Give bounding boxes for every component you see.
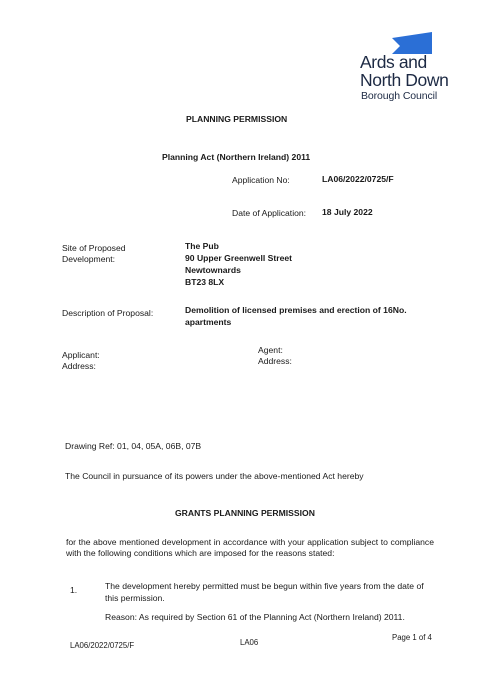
- applicant-address-label: Address:: [62, 361, 96, 371]
- flag-logo-icon: [392, 32, 432, 54]
- act-heading: Planning Act (Northern Ireland) 2011: [162, 152, 311, 162]
- drawing-ref: Drawing Ref: 01, 04, 05A, 06B, 07B: [65, 441, 202, 451]
- footer-center-code: LA06: [240, 638, 259, 647]
- date-value: 18 July 2022: [322, 207, 373, 217]
- description-line: apartments: [185, 317, 232, 327]
- site-address-line: 90 Upper Greenwell Street: [185, 253, 292, 263]
- logo-text-line2: North Down: [360, 70, 449, 90]
- description-label: Description of Proposal:: [62, 308, 154, 318]
- applicant-label: Applicant:: [62, 350, 100, 360]
- application-no-label: Application No:: [232, 175, 290, 185]
- site-address-line: Newtownards: [185, 265, 241, 275]
- site-label-line2: Development:: [62, 254, 116, 264]
- footer-page-number: Page 1 of 4: [392, 633, 432, 642]
- date-label: Date of Application:: [232, 208, 307, 218]
- accordance-paragraph: for the above mentioned development in accordance with your application subject to compliance with the following conditions which are imposed for the reasons stated:: [66, 537, 434, 558]
- condition-number: 1.: [70, 585, 78, 595]
- document-title: PLANNING PERMISSION: [186, 114, 288, 124]
- footer-reference: LA06/2022/0725/F: [70, 641, 135, 650]
- condition-text-line1: The development hereby permitted must be begun within five years from the date of: [105, 581, 424, 591]
- site-label-line1: Site of Proposed: [62, 243, 126, 253]
- logo-text-line3: Borough Council: [361, 90, 438, 102]
- site-address-line: BT23 8LX: [185, 277, 225, 287]
- agent-label: Agent:: [258, 345, 283, 355]
- condition-reason: Reason: As required by Section 61 of the Planning Act (Northern Ireland) 2011.: [105, 612, 405, 622]
- condition-text-line2: this permission.: [105, 593, 165, 603]
- description-line: Demolition of licensed premises and erection of 16No.: [185, 305, 407, 315]
- agent-address-label: Address:: [258, 356, 292, 366]
- logo-text-line1: Ards and: [360, 52, 427, 72]
- grants-heading: GRANTS PLANNING PERMISSION: [175, 508, 315, 518]
- application-no-value: LA06/2022/0725/F: [322, 174, 394, 184]
- site-address-line: The Pub: [185, 241, 219, 251]
- council-statement: The Council in pursuance of its powers under the above-mentioned Act hereby: [65, 471, 364, 481]
